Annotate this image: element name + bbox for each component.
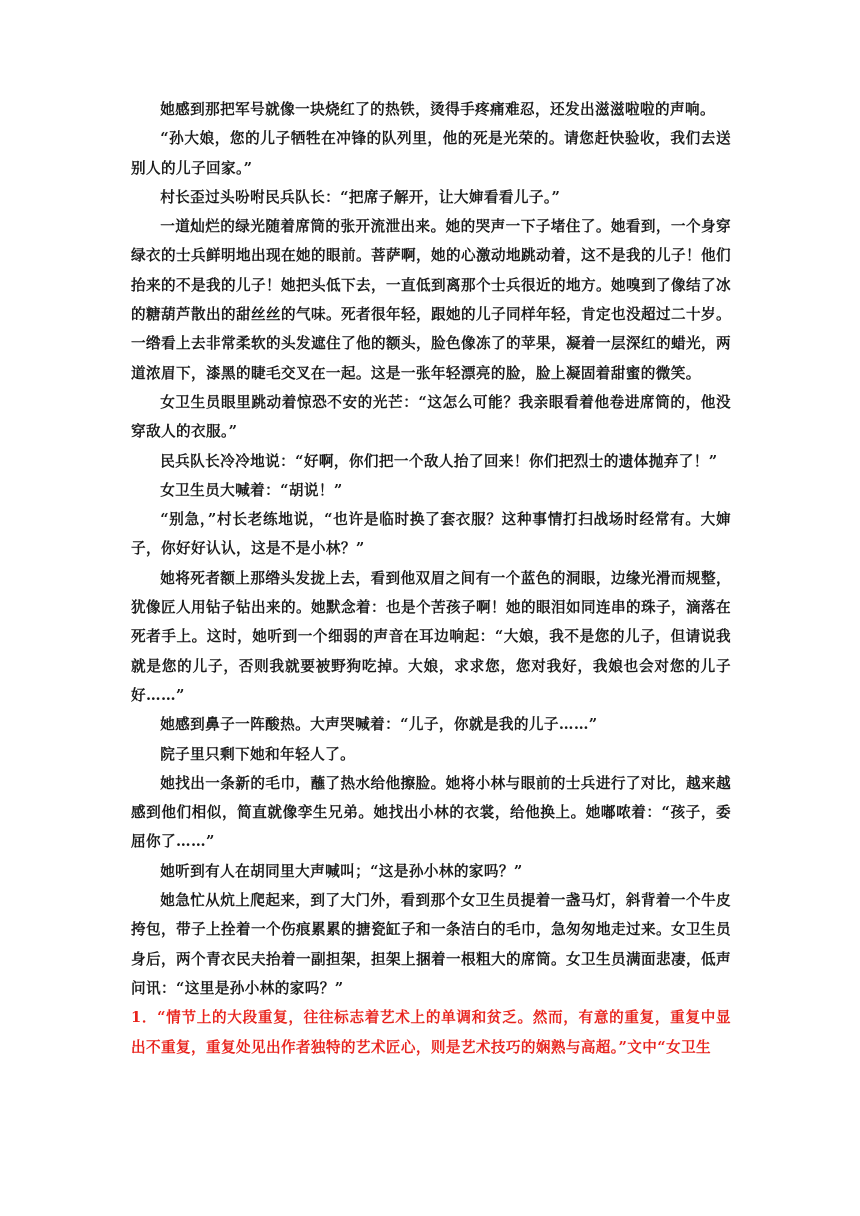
- paragraph-8: “别急，”村长老练地说，“也许是临时换了套衣服？这种事情打扫战场时经常有。大婶子，你好好认认，这是不是小林？”: [131, 511, 731, 558]
- paragraph-1: 她感到那把军号就像一块烧红了的热铁，烫得手疼痛难忍，还发出滋滋啦啦的声响。: [160, 101, 715, 118]
- paragraph-9: 她将死者额上那绺头发拢上去，看到他双眉之间有一个蓝色的洞眼，边缘光滑而规整，犹像匠人用钻子钻出来的。她默念着：也是个苦孩子啊！她的眼泪如同连串的珠子，滴落在死者手上。这时，她听到一个细弱的声音在耳边响起：“大娘，我不是您的儿子，但请说我就是您的儿子，否则我就要被野狗吃掉。大娘，求求您，您对我好，我娘也会对您的儿子好……”: [131, 569, 731, 704]
- paragraph-13: 她听到有人在胡同里大声喊叫；“这是孙小林的家吗？”: [160, 862, 523, 880]
- paragraph-7: 女卫生员大喊着：“胡说！”: [160, 481, 343, 499]
- paragraph-14: 她急忙从炕上爬起来，到了大门外，看到那个女卫生员提着一盏马灯，斜背着一个牛皮挎包，带子上拴着一个伤痕累累的搪瓷缸子和一条洁白的毛巾，急匆匆地走过来。女卫生员身后，两个青衣民夫抬着一副担架，担架上捆着一根粗大的席筒。女卫生员满面悲凄，低声问讯：“这里是孙小林的家吗？”: [131, 892, 731, 997]
- paragraph-2: “孙大娘，您的儿子牺牲在冲锋的队列里，他的死是光荣的。请您赶快验收，我们去送别人的儿子回家。”: [131, 130, 731, 177]
- question-text: 1．“情节上的大段重复，往往标志着艺术上的单调和贫乏。然而，有意的重复，重复中显出不重复，重复处见出作者独特的艺术匠心，则是艺术技巧的娴熟与高超。”文中“女卫生: [131, 1009, 731, 1056]
- paragraph-10: 她感到鼻子一阵酸热。大声哭喊着：“儿子，你就是我的儿子……”: [160, 716, 598, 734]
- paragraph-5: 女卫生员眼里跳动着惊恐不安的光芒：“这怎么可能？我亲眼看着他卷进席筒的，他没穿敌人的衣服。”: [131, 393, 731, 441]
- paragraph-12: 她找出一条新的毛巾，蘸了热水给他擦脸。她将小林与眼前的士兵进行了对比，越来越感到他们相似，简直就像孪生兄弟。她找出小林的衣裳，给他换上。她嘟哝着：“孩子，委屈你了……”: [131, 774, 731, 851]
- paragraph-4: 一道灿烂的绿光随着席筒的张开流泄出来。她的哭声一下子堵住了。她看到，一个身穿绿衣的士兵鲜明地出现在她的眼前。菩萨啊，她的心激动地跳动着，这不是我的儿子！他们抬来的不是我的儿子！她把头低下去，一直低到离那个士兵很近的地方。她嗅到了像结了冰的糖葫芦散出的甜丝丝的气味。死者很年轻，跟她的儿子同样年轻，肯定也没超过二十岁。一绺看上去非常柔软的头发遮住了他的额头，脸色像冻了的苹果，凝着一层深红的蜡光，两道浓眉下，漆黑的睫毛交叉在一起。这是一张年轻漂亮的脸，脸上凝固着甜蜜的微笑。: [131, 218, 731, 382]
- paragraph-6: 民兵队长冷冷地说：“好啊，你们把一个敌人抬了回来！你们把烈士的遗体抛弃了！”: [160, 452, 718, 470]
- paragraph-3: 村长歪过头吩咐民兵队长：“把席子解开，让大婶看看儿子。”: [160, 188, 561, 206]
- paragraph-11: 院子里只剩下她和年轻人了。: [160, 745, 356, 763]
- document-page: [131, 95, 731, 1062]
